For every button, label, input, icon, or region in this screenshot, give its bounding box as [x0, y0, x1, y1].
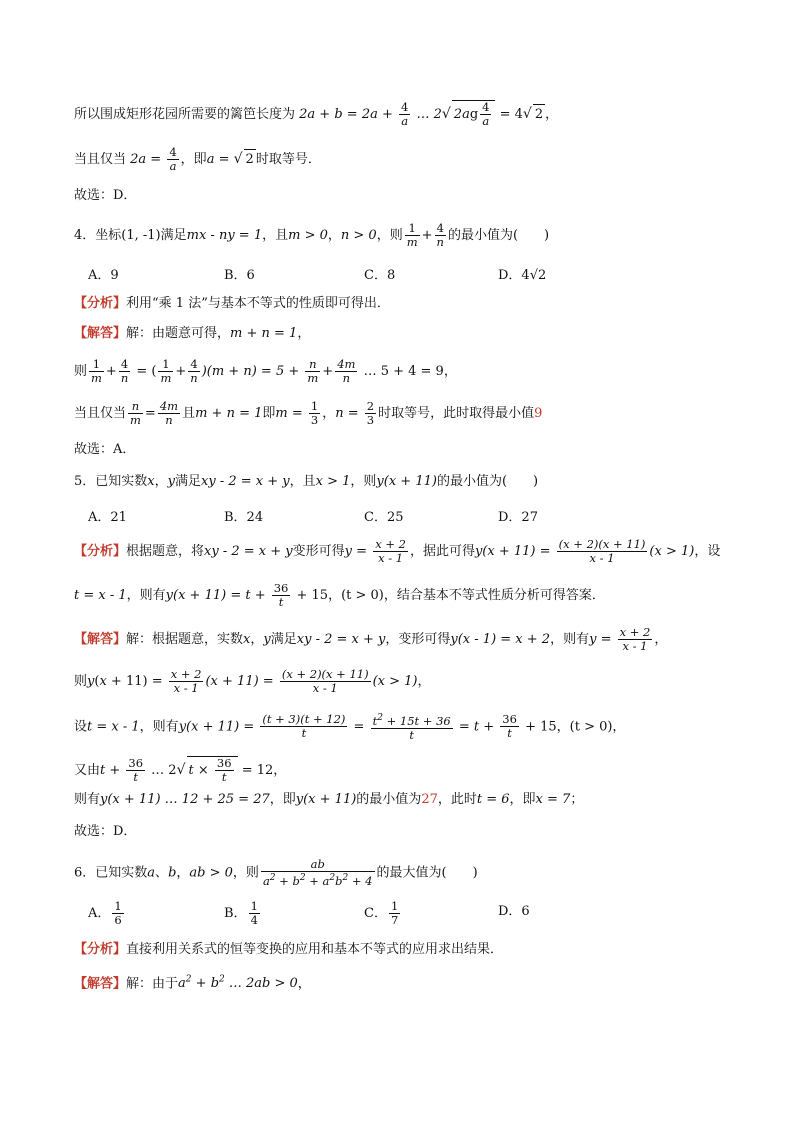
math: t = 6: [476, 792, 510, 807]
sqrt-sign: √: [522, 106, 532, 122]
math: (1, -1): [121, 228, 161, 243]
text: ，则: [350, 474, 377, 489]
math: xy - 2 = x + y: [204, 544, 293, 559]
math: = t +: [454, 719, 499, 735]
text: ，设: [694, 544, 721, 559]
math: a =: [206, 152, 234, 167]
math: (x + 11) =: [205, 674, 278, 689]
text: 的最小值为( ): [447, 228, 550, 243]
option-d[interactable]: D．4√2: [498, 268, 547, 283]
text: 时取等号．: [255, 152, 321, 167]
text: ；: [570, 792, 584, 807]
q5-analysis-line1: 【分析】根据题意，将xy - 2 = x + y变形可得y = $\frac{x + 2}{x - 1}$ ，据此可得y(x + 11) = $\frac{(x + 2)(x + 11)}{x - 1}$ (x > 1)，设: [74, 537, 721, 565]
option-a[interactable]: A．21: [88, 510, 127, 525]
math: y(x + 11): [474, 544, 536, 559]
fraction: $\frac{1}{m}$: [406, 221, 418, 249]
math: x > 1: [315, 474, 351, 489]
text: ，: [297, 326, 311, 341]
option-d[interactable]: D．27: [498, 510, 538, 525]
text: ，据此可得: [409, 544, 475, 559]
text: 当且仅当: [74, 406, 127, 421]
math: mx - ny = 1: [186, 228, 263, 243]
text: 的最小值为: [356, 792, 422, 807]
text: ，: [176, 865, 190, 881]
math: … 5 + 4 = 9: [359, 364, 444, 379]
sqrt-body: t × $\frac{36}{t}$: [187, 756, 238, 784]
q6-options: [88, 899, 754, 927]
text: ，: [417, 674, 431, 689]
text: ，则: [376, 228, 403, 243]
text: 变形可得: [292, 544, 345, 559]
answer-text: 故选：A．: [74, 442, 136, 457]
math: y(x + 11): [376, 474, 437, 489]
text: ，: [154, 474, 168, 489]
math: (x > 1): [649, 544, 695, 559]
math: = 4: [495, 107, 523, 122]
text: ，即: [180, 152, 207, 167]
answer-text: 故选：D．: [74, 824, 137, 839]
math: = (: [132, 364, 157, 379]
q6-analysis: [74, 940, 754, 960]
analysis-tag: 【分析】: [74, 544, 127, 559]
math: … 2: [412, 107, 442, 122]
text: 即: [262, 406, 276, 421]
math: y(x + 11): [295, 792, 357, 807]
text: 5．已知实数: [74, 474, 148, 489]
math: xy - 2 = x + y: [296, 632, 386, 647]
solution-tag: 【解答】: [74, 632, 127, 647]
math: + 15: [520, 719, 557, 735]
q6-solution-line1: 【解答】解：由于$a^2 + b^2$ … 2ab > 0，: [74, 975, 311, 992]
text: 则: [74, 674, 88, 689]
math: t = x - 1: [74, 588, 127, 603]
text: ，(t > 0)，结合基本不等式性质分析可得答案．: [328, 588, 605, 603]
math: m + n = 1: [230, 326, 298, 341]
q4-solution-line2: 则 $\frac{1}{m}$ + $\frac{4}{n}$ = ( $\frac{1}{m}$ + $\frac{4}{n}$ )(m + n) = 5 + $\frac{n}{m}$ + $\frac{4m}{n}$ … 5 + 4 = 9，: [74, 357, 457, 385]
q5-analysis-line2: t = x - 1，则有y(x + 11) = t + $\frac{36}{t}$ + 15，(t > 0)，结合基本不等式性质分析可得答案．: [74, 581, 605, 609]
sqrt-body: 2ag $\frac{4}{a}$: [452, 100, 496, 128]
text: 的最小值为( ): [436, 474, 539, 489]
text: 解：根据题意，实数: [126, 632, 244, 647]
q6-stem: 6．已知实数a、b，ab > 0，则 $\frac{ab}{a^2 + b^2 + a^2b^2 + 4}$ 的最大值为( ): [74, 857, 478, 888]
text: 则: [74, 364, 88, 379]
text: ，: [322, 406, 336, 421]
math: y(x + 11) = t +: [165, 588, 270, 603]
math: 2a =: [130, 152, 166, 167]
text: 则有: [74, 792, 101, 807]
analysis-tag: 【分析】: [74, 296, 127, 311]
q5-solution-line5: [74, 790, 754, 810]
text: 6．已知实数: [74, 865, 148, 881]
text: ，则有: [126, 588, 166, 603]
text: 时取等号，此时取得最小值: [378, 406, 535, 421]
math: + 15: [292, 588, 329, 603]
q5-solution-line4: 又由t + $\frac{36}{t}$ … 2√ t × $\frac{36}{t}$ = 12，: [74, 756, 287, 784]
math: m > 0: [288, 228, 328, 243]
text: 满足: [160, 228, 187, 243]
q4-solution-line3: 当且仅当 $\frac{n}{m}$ = $\frac{4m}{n}$ 且m + n = 1即m = $\frac{1}{3}$ ，n = $\frac{2}{3}$ 时取等号，此时取得最小值9: [74, 399, 543, 427]
sqrt-sign: √: [441, 106, 451, 122]
math: n > 0: [340, 228, 377, 243]
text: ，: [273, 763, 287, 778]
text: 设: [74, 719, 88, 735]
math: y(x + 11) … 12 + 25 = 27: [100, 792, 270, 807]
text: ，: [250, 632, 264, 647]
option-a[interactable]: A．9: [88, 268, 119, 283]
option-c[interactable]: C． $\frac{1}{7}$: [364, 899, 399, 927]
q5-answer: [74, 822, 754, 842]
math: )(m + n) = 5 +: [201, 364, 304, 379]
math: = 12: [237, 763, 274, 778]
option-c[interactable]: C．25: [364, 510, 404, 525]
text: ，此时: [437, 792, 477, 807]
text: 且: [182, 406, 196, 421]
q4-analysis: [74, 294, 754, 314]
math: t = x - 1: [87, 719, 140, 735]
option-b[interactable]: B．24: [224, 510, 264, 525]
text: ，即: [509, 792, 536, 807]
sqrt-body: 2: [533, 104, 545, 125]
text: 满足: [175, 474, 202, 489]
text: 解：由题意可得，: [126, 326, 231, 341]
analysis-text: 直接利用关系式的恒等变换的应用和基本不等式的应用求出结果．: [126, 942, 504, 957]
text: 又由: [74, 763, 101, 778]
math: xy - 2 = x + y: [201, 474, 290, 489]
text: ，: [443, 364, 457, 379]
math: m =: [275, 406, 307, 421]
min-value: 9: [534, 406, 543, 421]
text: ，(t > 0)，: [556, 719, 626, 735]
text: ，则有: [550, 632, 590, 647]
text: ，则: [232, 865, 259, 881]
text: ，且: [289, 474, 316, 489]
q5-solution-line2: 则y(x + 11) = $\frac{x + 2}{x - 1}$ (x + 11) = $\frac{(x + 2)(x + 11)}{x - 1}$ (x > 1)，: [74, 667, 431, 695]
q3-answer: [74, 186, 754, 206]
option-b[interactable]: B．6: [224, 268, 255, 283]
q4-stem: 4．坐标(1, -1)满足mx - ny = 1，且m > 0，n > 0，则 $\frac{1}{m}$ + $\frac{4}{n}$ 的最小值为( ): [74, 221, 550, 249]
text: 4．坐标: [74, 228, 122, 243]
q4-answer: [74, 440, 754, 460]
math: 2a + b = 2a +: [299, 107, 397, 122]
q5-options: [88, 506, 754, 528]
text: ，: [545, 107, 559, 122]
analysis-text: 利用“乘 1 法”与基本不等式的性质即可得出．: [126, 296, 390, 311]
text: ，则有: [139, 719, 179, 735]
math: n =: [335, 406, 363, 421]
q3-equality-line: 当且仅当 2a = $\frac{4}{a}$ ，即a = √ 2 时取等号．: [74, 145, 321, 173]
math: ab > 0: [189, 865, 233, 881]
math: y(x + 11) =: [178, 719, 259, 735]
math: t +: [100, 763, 125, 778]
option-c[interactable]: C．8: [364, 268, 396, 283]
analysis-tag: 【分析】: [74, 942, 127, 957]
fraction: $\frac{4}{a}$: [401, 100, 409, 128]
fraction: $\frac{4}{n}$: [436, 221, 444, 249]
answer-text: 故选：D．: [74, 188, 137, 203]
q5-solution-line1: 【解答】解：根据题意，实数x，y满足xy - 2 = x + y，变形可得y(x - 1) = x + 2，则有y = $\frac{x + 2}{x - 1}$ ，: [74, 625, 668, 653]
q4-solution-line1: [74, 324, 754, 344]
text: ，即: [269, 792, 296, 807]
option-b[interactable]: B． $\frac{1}{4}$: [224, 899, 258, 927]
math: … 2: [147, 763, 177, 778]
text: 解：由于: [126, 976, 179, 992]
fraction: $\frac{ab}{a^2 + b^2 + a^2b^2 + 4}$: [262, 857, 373, 888]
option-a[interactable]: A． $\frac{1}{6}$: [88, 899, 122, 927]
fraction: $\frac{4}{a}$: [169, 145, 177, 173]
solution-tag: 【解答】: [74, 976, 127, 992]
text: 当且仅当: [74, 152, 127, 167]
sqrt-body: 2: [244, 149, 256, 170]
option-d[interactable]: D．6: [498, 904, 530, 919]
q3-length-line: [74, 100, 754, 128]
text: ，且: [262, 228, 289, 243]
math: (x > 1): [372, 674, 418, 689]
math: y(x - 1) = x + 2: [450, 632, 551, 647]
text: 满足: [270, 632, 297, 647]
q4-options: [88, 264, 754, 286]
min-value: 27: [421, 792, 438, 807]
solution-tag: 【解答】: [74, 326, 127, 341]
text: 的最大值为( ): [376, 865, 478, 881]
math: x = 7: [535, 792, 571, 807]
text: 根据题意，将: [126, 544, 205, 559]
q5-stem: 5．已知实数x，y满足xy - 2 = x + y，且x > 1，则y(x + 11)的最小值为( ): [74, 474, 539, 489]
text: 所以围成矩形花园所需要的篱笆长度为: [74, 107, 296, 122]
text: ，: [327, 228, 341, 243]
text: ，: [297, 976, 311, 992]
text: ，变形可得: [385, 632, 451, 647]
text: 、: [155, 865, 169, 881]
math: m + n = 1: [195, 406, 263, 421]
text: ，: [654, 632, 668, 647]
q5-solution-line3: 设t = x - 1，则有y(x + 11) = $\frac{(t + 3)(t + 12)}{t}$ = $\frac{t^2 + 15t + 36}{t}$ = t + $\frac{36}{t}$ + 15，(t > 0)，: [74, 712, 626, 742]
